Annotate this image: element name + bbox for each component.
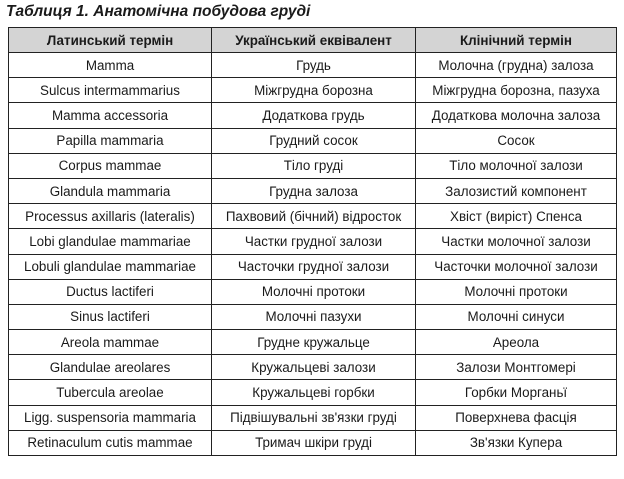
header-ukrainian-equivalent: Український еквівалент xyxy=(212,28,416,53)
cell-latin-term: Lobuli glandulae mammariae xyxy=(9,254,212,279)
table-row xyxy=(9,330,617,355)
cell-clinical-term: Частки молочної залози xyxy=(416,229,617,254)
table-row xyxy=(9,405,617,430)
cell-ukrainian-equivalent: Грудь xyxy=(212,53,416,78)
cell-ukrainian-equivalent: Пахвовий (бічний) відросток xyxy=(212,204,416,229)
table-row xyxy=(9,279,617,304)
cell-ukrainian-equivalent: Додаткова грудь xyxy=(212,103,416,128)
table-body xyxy=(9,53,617,456)
cell-latin-term: Corpus mammae xyxy=(9,153,212,178)
cell-clinical-term: Горбки Морганьї xyxy=(416,380,617,405)
table-row xyxy=(9,229,617,254)
cell-ukrainian-equivalent: Тіло груді xyxy=(212,153,416,178)
cell-latin-term: Ductus lactiferi xyxy=(9,279,212,304)
cell-clinical-term: Сосок xyxy=(416,128,617,153)
cell-ukrainian-equivalent: Підвішувальні зв'язки груді xyxy=(212,405,416,430)
header-latin-term: Латинський термін xyxy=(9,28,212,53)
anatomy-table xyxy=(8,27,617,456)
cell-latin-term: Retinaculum cutis mammae xyxy=(9,430,212,455)
table-row xyxy=(9,254,617,279)
table-row xyxy=(9,380,617,405)
cell-latin-term: Glandulae areolares xyxy=(9,355,212,380)
cell-clinical-term: Молочна (грудна) залоза xyxy=(416,53,617,78)
cell-clinical-term: Часточки молочної залози xyxy=(416,254,617,279)
cell-latin-term: Ligg. suspensoria mammaria xyxy=(9,405,212,430)
table-row xyxy=(9,355,617,380)
cell-ukrainian-equivalent: Міжгрудна борозна xyxy=(212,78,416,103)
cell-latin-term: Glandula mammaria xyxy=(9,178,212,203)
cell-clinical-term: Додаткова молочна залоза xyxy=(416,103,617,128)
cell-clinical-term: Молочні протоки xyxy=(416,279,617,304)
cell-ukrainian-equivalent: Частки грудної залози xyxy=(212,229,416,254)
cell-clinical-term: Тіло молочної залози xyxy=(416,153,617,178)
cell-clinical-term: Ареола xyxy=(416,330,617,355)
cell-clinical-term: Поверхнева фасція xyxy=(416,405,617,430)
table-row xyxy=(9,103,617,128)
cell-ukrainian-equivalent: Грудний сосок xyxy=(212,128,416,153)
table-caption: Таблиця 1. Анатомічна побудова груді xyxy=(6,3,311,20)
table-row xyxy=(9,78,617,103)
table-header-row xyxy=(9,28,617,53)
cell-ukrainian-equivalent: Кружальцеві залози xyxy=(212,355,416,380)
cell-ukrainian-equivalent: Часточки грудної залози xyxy=(212,254,416,279)
table-row xyxy=(9,153,617,178)
cell-latin-term: Papilla mammaria xyxy=(9,128,212,153)
cell-ukrainian-equivalent: Грудна залоза xyxy=(212,178,416,203)
cell-clinical-term: Зв'язки Купера xyxy=(416,430,617,455)
cell-ukrainian-equivalent: Тримач шкіри груді xyxy=(212,430,416,455)
cell-latin-term: Processus axillaris (lateralis) xyxy=(9,204,212,229)
cell-latin-term: Sinus lactiferi xyxy=(9,304,212,329)
cell-clinical-term: Міжгрудна борозна, пазуха xyxy=(416,78,617,103)
cell-latin-term: Sulcus intermammarius xyxy=(9,78,212,103)
table-row xyxy=(9,430,617,455)
cell-latin-term: Mamma accessoria xyxy=(9,103,212,128)
header-clinical-term: Клінічний термін xyxy=(416,28,617,53)
table-row xyxy=(9,204,617,229)
cell-clinical-term: Хвіст (виріст) Спенса xyxy=(416,204,617,229)
cell-latin-term: Tubercula areolae xyxy=(9,380,212,405)
table-row xyxy=(9,128,617,153)
table-row xyxy=(9,178,617,203)
cell-ukrainian-equivalent: Молочні протоки xyxy=(212,279,416,304)
cell-clinical-term: Залози Монтгомері xyxy=(416,355,617,380)
cell-ukrainian-equivalent: Грудне кружальце xyxy=(212,330,416,355)
cell-latin-term: Lobi glandulae mammariae xyxy=(9,229,212,254)
cell-latin-term: Areola mammae xyxy=(9,330,212,355)
cell-clinical-term: Залозистий компонент xyxy=(416,178,617,203)
cell-latin-term: Mamma xyxy=(9,53,212,78)
cell-ukrainian-equivalent: Кружальцеві горбки xyxy=(212,380,416,405)
table-row xyxy=(9,304,617,329)
table-row xyxy=(9,53,617,78)
cell-clinical-term: Молочні синуси xyxy=(416,304,617,329)
cell-ukrainian-equivalent: Молочні пазухи xyxy=(212,304,416,329)
